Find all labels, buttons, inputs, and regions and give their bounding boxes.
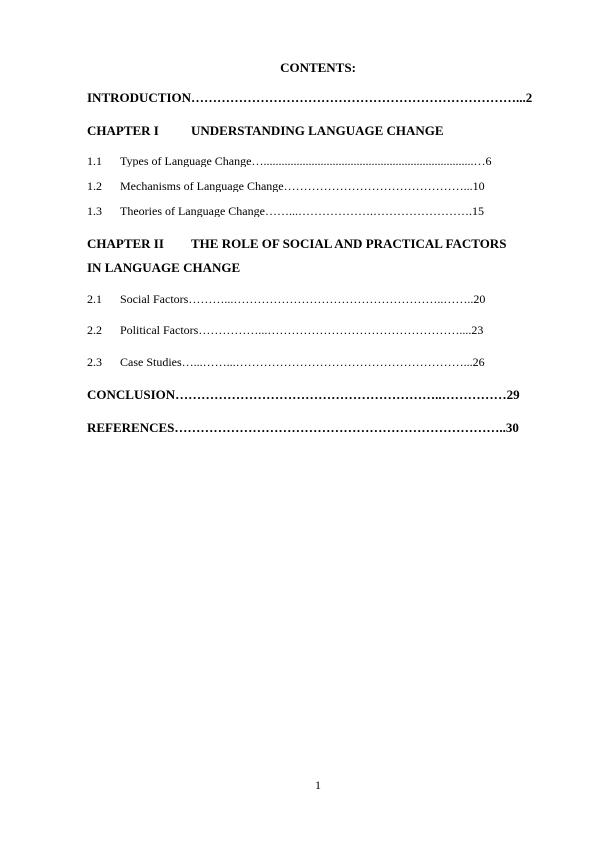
section-number: 2.1 [87,293,102,305]
toc-entry-1-1 [87,155,551,167]
toc-entry-references: REFERENCES…………………………………………………………………..30 [87,421,519,434]
toc-entry-introduction: INTRODUCTION…………………………………………………………………...2 [87,91,533,104]
toc-entry-conclusion: CONCLUSION……………………………………………………..……………29 [87,388,520,401]
chapter-1-heading [87,124,551,137]
toc-entry-2-1 [87,293,551,305]
chapter-2-title-line-2: IN LANGUAGE CHANGE [87,261,241,274]
toc-entry-2-2 [87,324,551,336]
chapter-2-heading [87,237,551,250]
chapter-2-label: CHAPTER II [87,237,164,250]
section-number: 1.2 [87,180,102,192]
section-number: 2.2 [87,324,102,336]
section-title: Theories of Language Change……...……………….…………………….15 [120,205,484,217]
toc-entry-1-2 [87,180,551,192]
section-number: 2.3 [87,356,102,368]
section-title: Social Factors………...……………………………………………..……..20 [120,293,486,305]
page-number: 1 [315,778,321,792]
chapter-1-title: UNDERSTANDING LANGUAGE CHANGE [191,124,444,137]
section-title: Types of Language Change…......................................................................…6 [120,155,492,167]
section-number: 1.1 [87,155,102,167]
chapter-2-title-line-1: THE ROLE OF SOCIAL AND PRACTICAL FACTORS [191,237,507,250]
toc-entry-2-3 [87,356,551,368]
toc-entry-1-3 [87,205,551,217]
section-number: 1.3 [87,205,102,217]
contents-title: CONTENTS: [280,60,356,75]
section-title: Mechanisms of Language Change………………………………………...10 [120,180,485,192]
chapter-1-label: CHAPTER I [87,124,159,137]
section-title: Case Studies…...……...…………………………………………………...26 [120,356,485,368]
section-title: Political Factors……………...…………………………………………....23 [120,324,484,336]
